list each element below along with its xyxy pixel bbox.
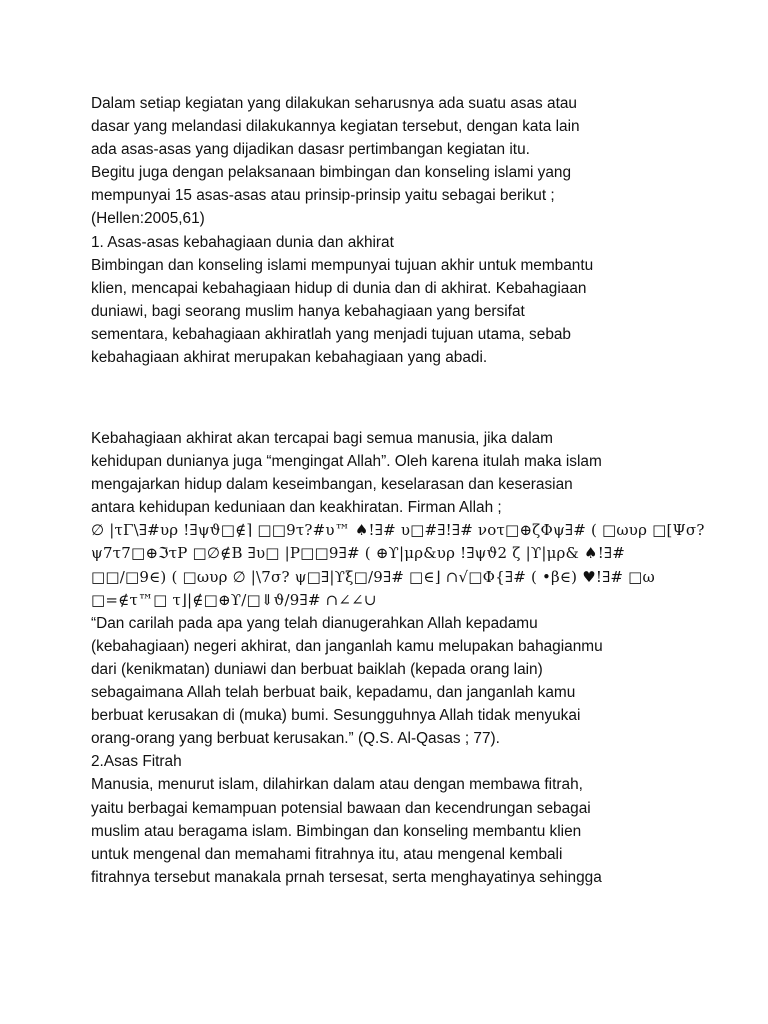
- garbled-arabic-line: ∅ |τΓ\∃#υρ !∃ψϑ□∉⌉ □□9τ?#υ™ ♠!∃# υ□#∃!∃# νοτ□⊕ζΦψ∃# ( □ωυρ □[Ψσ?: [91, 521, 705, 540]
- text-line: fitrahnya tersebut manakala prnah tersesat, serta menghayatinya sehingga: [91, 868, 602, 886]
- text-line: mengajarkan hidup dalam keseimbangan, keselarasan dan keserasian: [91, 476, 573, 494]
- text-line: antara kehidupan keduniaan dan keakhiratan. Firman Allah ;: [91, 499, 502, 517]
- text-line: Dalam setiap kegiatan yang dilakukan seharusnya ada suatu asas atau: [91, 95, 577, 112]
- quote-line: dari (kenikmatan) duniawi dan berbuat baiklah (kepada orang lain): [91, 660, 543, 678]
- text-line: Begitu juga dengan pelaksanaan bimbingan dan konseling islami yang: [91, 164, 572, 182]
- section-heading: 2.Asas Fitrah: [91, 753, 182, 771]
- text-line: untuk mengenal dan memahami fitrahnya itu, atau mengenal kembali: [91, 845, 563, 863]
- paragraph-block-2: [91, 427, 705, 889]
- text-line: duniawi, bagi seorang muslim hanya kebahagiaan yang bersifat: [91, 302, 525, 320]
- garbled-arabic-line: ψ7τ7□⊕ℑτP □∅∉Β ∃υ□ |P□□9∃# ( ⊕ϒ|μρ&υρ !∃ψϑ2 ζ |ϒ|μρ& ♠!∃#: [91, 544, 626, 563]
- quote-line: berbuat kerusakan di (muka) bumi. Sesungguhnya Allah tidak menyukai: [91, 707, 581, 725]
- text-line: dasar yang melandasi dilakukannya kegiatan tersebut, dengan kata lain: [91, 118, 580, 136]
- text-line: muslim atau beragama islam. Bimbingan dan konseling membantu klien: [91, 822, 582, 840]
- quote-line: orang-orang yang berbuat kerusakan.” (Q.S. Al-Qasas ; 77).: [91, 730, 500, 748]
- text-line: ada asas-asas yang dijadikan dasasr pertimbangan kegiatan itu.: [91, 141, 530, 159]
- garbled-arabic-line: □□/□9∈) ( □ωυρ ∅ |\7σ? ψ□∃|ϒξ□/9∃# □∈⌋ ∩√□Φ{∃# ( •β∈) ♥!∃# □ω: [91, 567, 655, 586]
- paragraph-block-1: [91, 92, 691, 369]
- text-line: Manusia, menurut islam, dilahirkan dalam atau dengan membawa fitrah,: [91, 776, 583, 794]
- text-line: Kebahagiaan akhirat akan tercapai bagi semua manusia, jika dalam: [91, 430, 554, 447]
- text-line: yaitu berbagai kemampuan potensial bawaan dan kecendrungan sebagai: [91, 799, 591, 817]
- text-line: Bimbingan dan konseling islami mempunyai tujuan akhir untuk membantu: [91, 256, 594, 274]
- text-line: kehidupan dunianya juga “mengingat Allah”. Oleh karena itulah maka islam: [91, 453, 602, 471]
- text-line: mempunyai 15 asas-asas atau prinsip-prinsip yaitu sebagai berikut ;: [91, 187, 555, 205]
- citation-line: (Hellen:2005,61): [91, 210, 205, 228]
- garbled-arabic-line: □=∉τ™□ τ⌋|∉□⊕ϒ/□⇓ϑ/9∃# ∩∠∠∪: [91, 590, 377, 609]
- text-line: klien, mencapai kebahagiaan hidup di dunia dan di akhirat. Kebahagiaan: [91, 279, 587, 297]
- quote-line: “Dan carilah pada apa yang telah dianugerahkan Allah kepadamu: [91, 614, 538, 632]
- text-line: kebahagiaan akhirat merupakan kebahagiaan yang abadi.: [91, 349, 488, 367]
- quote-line: (kebahagiaan) negeri akhirat, dan janganlah kamu melupakan bahagianmu: [91, 637, 603, 655]
- section-heading: 1. Asas-asas kebahagiaan dunia dan akhirat: [91, 233, 394, 251]
- text-line: sementara, kebahagiaan akhiratlah yang menjadi tujuan utama, sebab: [91, 325, 571, 343]
- quote-line: sebagaimana Allah telah berbuat baik, kepadamu, dan janganlah kamu: [91, 684, 576, 702]
